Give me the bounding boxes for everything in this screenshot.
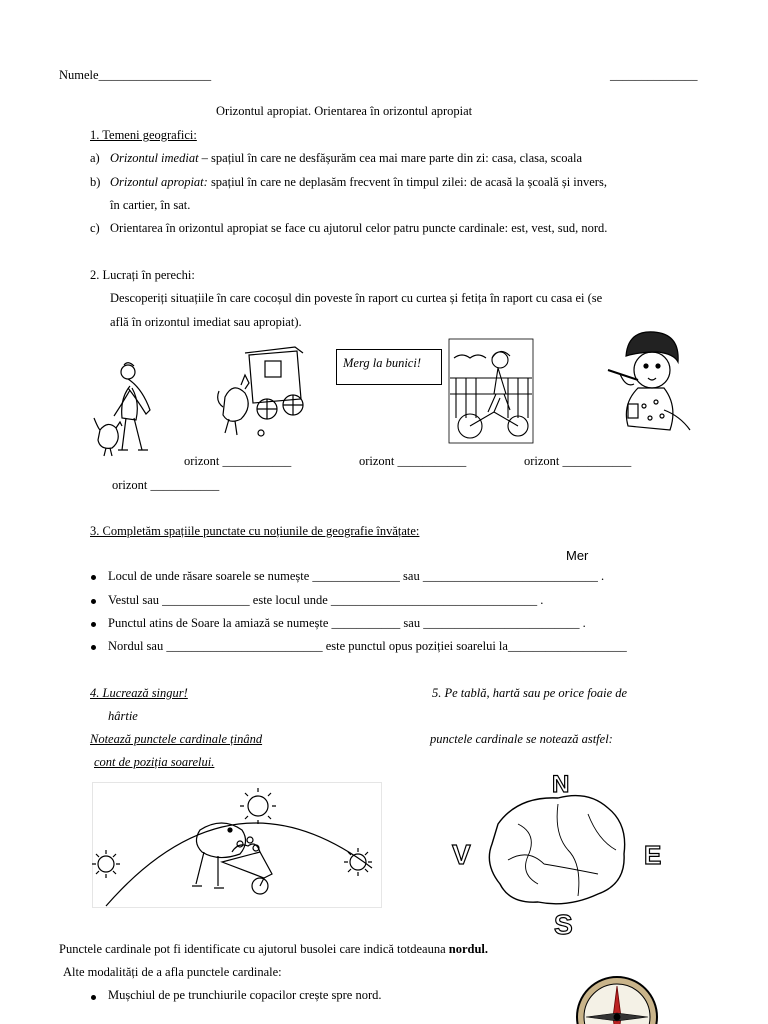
section2-line2: află în orizontul imediat sau apropiat). xyxy=(110,315,302,329)
sun-noon-icon xyxy=(240,788,276,824)
cardinal-v-label: V xyxy=(452,839,471,870)
farmer-feeding-rooster-illustration xyxy=(92,358,172,458)
section1-heading: 1. Temeni geografici: xyxy=(90,128,197,142)
pig-with-wheelbarrow-icon xyxy=(192,823,272,894)
footer-line1-bold: nordul. xyxy=(448,942,489,956)
page-title: Orizontul apropiat. Orientarea în orizontul apropiat xyxy=(216,104,473,118)
rooster-with-carriage-illustration xyxy=(215,345,307,445)
compass-map-illustration xyxy=(448,764,668,938)
item-b-term: Orizontul apropiat: xyxy=(110,175,208,189)
girl-on-bicycle-illustration xyxy=(448,338,534,444)
item-b-rest: spațiul în care ne deplasăm frecvent în timpul zilei: de acasă la școală și invers, xyxy=(207,175,607,189)
cardinal-e-label: E xyxy=(644,840,662,870)
section4-line4: cont de poziția soarelui. xyxy=(94,755,215,769)
orizont-blank-1: orizont ___________ xyxy=(184,454,292,468)
name-label: Numele__________________ xyxy=(59,68,212,82)
item-a-text xyxy=(110,151,582,166)
girl-brushing-teeth-illustration xyxy=(598,326,694,440)
section2-line1: Descoperiți situațiile în care cocoșul din poveste în raport cu curtea și fetița în raport cu casa ei (se xyxy=(110,291,603,305)
item-a-term: Orizontul imediat xyxy=(110,151,199,165)
section3-heading: 3. Completăm spațiile punctate cu noțiunile de geografie învățate: xyxy=(90,524,420,538)
stray-text: Mer xyxy=(566,548,589,563)
item-c-marker: c) xyxy=(90,221,100,235)
bullet-dot-1 xyxy=(91,575,96,580)
sun-path-illustration xyxy=(92,782,382,908)
section3-bullet-3: Punctul atins de Soare la amiază se numește ___________ sau _________________________ . xyxy=(108,616,586,630)
item-a-marker: a) xyxy=(90,151,100,165)
item-b-cont: în cartier, în sat. xyxy=(110,198,191,212)
section4-line2: hârtie xyxy=(108,709,138,723)
section2-heading: 2. Lucrați în perechi: xyxy=(90,268,195,282)
section4-line1-text: 4. Lucrează singur! xyxy=(90,686,188,700)
speech-bubble xyxy=(336,349,442,385)
item-b-marker: b) xyxy=(90,175,101,189)
footer-line1-text: Punctele cardinale pot fi identificate cu ajutorul busolei care indică totdeauna xyxy=(59,942,449,956)
cardinal-s-label: S xyxy=(554,909,573,938)
footer-bullet-1: Mușchiul de pe trunchiurile copacilor crește spre nord. xyxy=(108,988,382,1002)
footer-line1 xyxy=(59,942,488,957)
item-a-rest: – spațiul în care ne desfășurăm cea mai mare parte din zi: casa, clasa, scoala xyxy=(198,151,583,165)
footer-line2: Alte modalități de a afla punctele cardinale: xyxy=(63,965,282,979)
section3-bullet-1: Locul de unde răsare soarele se numește ______________ sau ____________________________ . xyxy=(108,569,605,583)
orizont-blank-3: orizont ___________ xyxy=(524,454,632,468)
item-b-text xyxy=(110,175,607,190)
orizont-blank-4: orizont ___________ xyxy=(112,478,220,492)
item-c-text: Orientarea în orizontul apropiat se face cu ajutorul celor patru puncte cardinale: est, vest, sud, nord. xyxy=(110,221,608,235)
footer-bullet-dot xyxy=(91,995,96,1000)
blank-right: ______________ xyxy=(610,68,698,82)
compass-icon xyxy=(574,974,660,1024)
bullet-dot-3 xyxy=(91,622,96,627)
orizont-blank-2: orizont ___________ xyxy=(359,454,467,468)
section4-line3: Notează punctele cardinale ținând xyxy=(90,732,263,746)
section5-line2: punctele cardinale se notează astfel: xyxy=(430,732,613,746)
cardinal-n-label: N xyxy=(552,771,570,798)
bullet-dot-2 xyxy=(91,599,96,604)
sun-west-icon xyxy=(344,848,372,876)
bullet-dot-4 xyxy=(91,645,96,650)
section3-bullet-2: Vestul sau ______________ este locul unde _________________________________ . xyxy=(108,593,544,607)
speech-text: Merg la bunici! xyxy=(343,356,421,370)
section5-line1: 5. Pe tablă, hartă sau pe orice foaie de xyxy=(432,686,628,700)
section4-line1 xyxy=(90,686,188,701)
section3-bullet-4: Nordul sau _________________________ este punctul opus poziției soarelui la___________________ xyxy=(108,639,627,653)
sun-east-icon xyxy=(92,850,120,878)
